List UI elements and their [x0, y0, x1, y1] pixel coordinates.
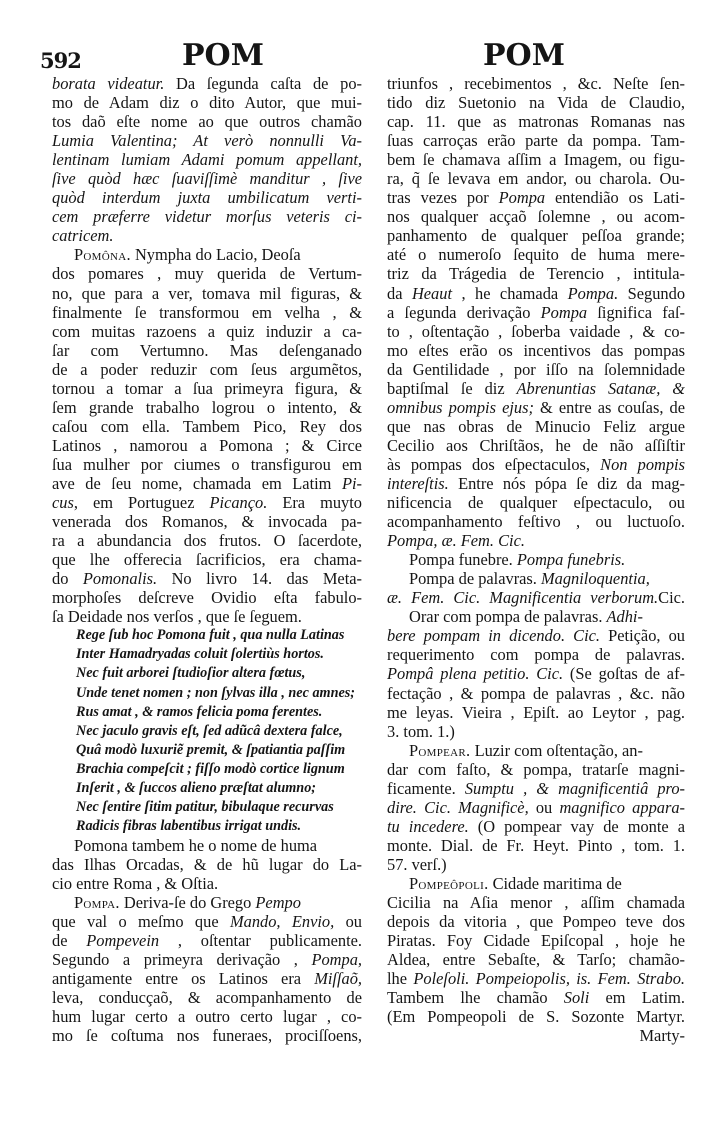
text-line	[387, 341, 685, 360]
text-segment: a ſegunda derivação	[387, 302, 541, 322]
verse-line	[52, 645, 362, 664]
text-line	[387, 436, 685, 455]
text-segment: Cicilia na Aſia menor , aſſim chamada	[387, 893, 685, 913]
verse-line	[52, 684, 362, 703]
text-line	[52, 226, 362, 245]
text-segment: tos daõ eſte nome ao que outros chamão	[52, 112, 362, 132]
verse-line	[52, 703, 362, 722]
text-line	[387, 684, 685, 703]
text-segment: que lhe offerecia ſacrificios, era chama-	[52, 550, 362, 570]
left-column	[52, 74, 362, 1045]
text-segment: Luzir com oſtentação, an-	[470, 740, 643, 760]
text-segment: ave de ſeu nome, chamada em Latim	[52, 473, 342, 493]
text-segment: cio entre Roma , & Oſtia.	[52, 873, 219, 893]
text-segment: No livro 14. das Meta-	[157, 569, 362, 589]
text-segment: ſuas carroças erão parte da pompa. Tam-	[387, 131, 685, 151]
italic-text: Strabo.	[637, 969, 685, 989]
italic-text: Pompa.	[567, 283, 619, 303]
text-line	[52, 550, 362, 569]
text-line	[52, 150, 362, 169]
text-line	[387, 760, 685, 779]
italic-text: Adhi-	[606, 607, 643, 627]
text-segment: da	[387, 283, 412, 303]
text-segment: Entre nós pópa ſe diz da mag-	[448, 473, 685, 493]
text-line	[387, 569, 685, 588]
text-segment: antigamente entre os Latinos era	[52, 969, 315, 989]
text-segment: Petição, ou	[600, 626, 685, 646]
text-segment: ou	[528, 797, 560, 817]
text-line	[52, 588, 362, 607]
text-line	[387, 588, 685, 607]
text-segment: 3. tom. 1.)	[387, 721, 455, 741]
text-line	[387, 1026, 685, 1045]
text-segment: até o numeroſo ſequito de huma mere-	[387, 245, 685, 265]
text-segment: morphoſes deſcreve Ovidio eſta fabulo-	[52, 588, 362, 608]
text-segment: das Ilhas Orcadas, & de hũ lugar do La-	[52, 854, 362, 874]
italic-text: cus	[52, 493, 74, 513]
text-line	[387, 226, 685, 245]
text-segment: Cecilio aos Chriſtãos, he de não aſſiſtir	[387, 435, 685, 455]
text-segment: hum lugar certo a outro certo lugar , co-	[52, 1007, 362, 1027]
text-segment: com muitas razoens a quiz induzir a ca-	[52, 321, 362, 341]
text-segment: tido diz Suetonio na Vida de Claudio,	[387, 93, 685, 113]
text-segment: Aldea, entre Sebaſte, & Tarſo; chamão-	[387, 950, 685, 970]
text-segment: de a poder reduzir com ſeus argumẽtos,	[52, 359, 362, 379]
text-line	[52, 341, 362, 360]
verse-line	[52, 798, 362, 817]
text-line	[52, 93, 362, 112]
italic-text: Pompâ plena petitio. Cic.	[387, 664, 564, 684]
text-line	[52, 436, 362, 455]
text-segment: requerimento com pompa de palavras.	[387, 645, 685, 665]
text-line	[387, 855, 685, 874]
italic-text: tu incedere.	[387, 816, 469, 836]
entry-headword: Pompa.	[74, 893, 120, 913]
text-line	[52, 131, 362, 150]
text-segment: triz da Trágedia de Terencio , intitula-	[387, 264, 685, 284]
text-line	[52, 912, 362, 931]
text-line	[52, 207, 362, 226]
italic-text: Magniloquentia,	[541, 569, 650, 589]
text-segment: acompanhamento feſtivo , ou luctuoſo.	[387, 512, 685, 532]
text-segment: Cidade maritima de	[488, 873, 622, 893]
text-line	[52, 360, 362, 379]
text-segment: & entre as couſas, de	[533, 397, 685, 417]
italic-text: Mando, Envio,	[229, 912, 335, 932]
text-segment: (Se goſtas de af-	[563, 664, 685, 684]
verse-line	[52, 779, 362, 798]
text-line	[387, 531, 685, 550]
text-line	[52, 398, 362, 417]
italic-text: Sumptu , & magnificentiâ pro-	[464, 778, 685, 798]
verse-line	[52, 664, 362, 683]
text-segment: que val o meſmo que	[52, 912, 230, 932]
text-segment: baptiſmal ſe diz	[387, 378, 517, 398]
italic-text: Non pompis	[600, 454, 685, 474]
text-line	[387, 93, 685, 112]
text-line	[387, 988, 685, 1007]
text-segment: de	[52, 931, 87, 951]
text-segment: Nec ſentire ſitim patitur, bibulaque recurvas	[76, 798, 334, 815]
text-line	[52, 512, 362, 531]
italic-text: Poleſoli. Pompeiopolis, is. Fem.	[413, 969, 631, 989]
text-line	[52, 874, 362, 893]
italic-text: Picanço.	[209, 493, 268, 513]
italic-text: cem præferre videtur morſus veteris ci-	[52, 207, 362, 227]
text-segment: Inſerit , & ſuccos alieno præſtat alumno;	[76, 779, 317, 796]
text-line	[52, 1007, 362, 1026]
verse-line	[52, 722, 362, 741]
text-line	[387, 950, 685, 969]
text-segment: no, que para a ver, tomava mil figuras, &	[52, 283, 362, 303]
text-segment: dar com faſto, & pompa, tratarſe magni-	[387, 759, 685, 779]
text-segment: lhe	[387, 969, 414, 989]
text-line	[387, 836, 685, 855]
italic-text: Pompevein	[86, 931, 160, 951]
text-segment: Piratas. Foy Cidade Epiſcopal , hoje he	[387, 931, 685, 951]
text-segment: bem ſe chamava aſſim a Imagem, ou figu-	[387, 150, 685, 170]
italic-text: Heaut	[411, 283, 452, 303]
text-line	[387, 398, 685, 417]
text-segment: Nec jaculo gravis eſt, ſed adũcâ dextera falce,	[76, 722, 343, 739]
text-segment: em Latim.	[589, 988, 685, 1008]
text-line	[52, 417, 362, 436]
italic-text: Pompa	[498, 188, 546, 208]
text-line	[387, 645, 685, 664]
text-line	[52, 569, 362, 588]
text-segment: ſignifica faſ-	[587, 302, 686, 322]
text-line	[387, 493, 685, 512]
italic-text: Pempo	[255, 893, 301, 913]
italic-text: Pompa funebris.	[516, 550, 626, 570]
italic-text: dire. Cic. Magnificè,	[387, 797, 529, 817]
text-segment: nificencia de qualquer eſpectaculo, ou	[387, 493, 685, 513]
text-line	[387, 474, 685, 493]
text-line	[387, 169, 685, 188]
text-line	[52, 893, 362, 912]
text-line	[387, 893, 685, 912]
text-line	[387, 741, 685, 760]
text-segment: Cic.	[658, 588, 685, 608]
verse-line	[52, 760, 362, 779]
text-line	[52, 188, 362, 207]
running-head-left: POM	[182, 38, 264, 73]
text-line	[52, 322, 362, 341]
text-segment: do	[52, 569, 83, 589]
text-segment: (Em Pompeopoli de S. Sozonte Martyr.	[387, 1007, 685, 1027]
text-line	[387, 131, 685, 150]
text-segment: Nec fuit arborei ſtudioſior altera fœtus,	[76, 665, 306, 682]
text-segment: Tambem lhe chamão	[387, 988, 564, 1008]
text-line	[52, 303, 362, 322]
italic-text: Pi-	[341, 473, 362, 493]
text-line	[387, 969, 685, 988]
text-segment: mo de Adam diz o dito Autor, que mui-	[52, 93, 362, 113]
italic-text: intereſtis.	[387, 473, 449, 493]
italic-text: Pompa, æ. Fem. Cic.	[387, 531, 525, 551]
text-line	[52, 1026, 362, 1045]
text-segment: tornou a tomar a ſua primeyra figura, &	[52, 378, 362, 398]
text-segment: Pompa funebre.	[409, 550, 517, 570]
text-line	[52, 112, 362, 131]
text-segment: panhamento de qualquer peſſoa grande;	[387, 226, 685, 246]
text-segment: Era muyto	[267, 493, 362, 513]
text-line	[387, 207, 685, 226]
text-line	[387, 360, 685, 379]
verse-line	[52, 741, 362, 760]
text-segment: Inter Hamadryadas coluit ſolertiùs hortos.	[76, 646, 324, 663]
text-segment: Segundo a primeyra derivação ,	[52, 950, 312, 970]
text-line	[387, 779, 685, 798]
text-line	[387, 817, 685, 836]
text-line	[387, 150, 685, 169]
text-segment: , he chamada	[452, 283, 568, 303]
italic-text: bere pompam in dicendo. Cic.	[387, 626, 601, 646]
text-segment: Brachia compeſcit ; fiſſo modò cortice lignum	[76, 760, 345, 777]
text-line	[387, 245, 685, 264]
running-head-right: POM	[483, 38, 565, 73]
text-segment: finalmente ſe transformou em velha , &	[52, 302, 362, 322]
text-line	[387, 379, 685, 398]
text-segment: fectação , & pompa de palavras , &c. não	[387, 683, 685, 703]
text-segment: ra a abundancia dos frutos. O ſacerdote,	[52, 531, 362, 551]
text-line	[52, 950, 362, 969]
text-segment: Deriva-ſe do Grego	[119, 893, 256, 913]
text-line	[387, 703, 685, 722]
text-line	[52, 245, 362, 264]
italic-text: quòd interdum juxta umbilicatum verti-	[52, 188, 362, 208]
text-line	[387, 912, 685, 931]
text-line	[387, 264, 685, 283]
text-segment: leva, conducçaõ, & acompanhamento de	[52, 988, 362, 1008]
text-line	[52, 931, 362, 950]
text-line	[52, 988, 362, 1007]
text-line	[387, 874, 685, 893]
text-segment: ſa Deidade nos verſos , que ſe ſeguem.	[52, 607, 302, 627]
text-line	[387, 417, 685, 436]
italic-text: æ. Fem. Cic. Magnificentia verborum.	[387, 588, 659, 608]
text-segment: ou	[334, 912, 362, 932]
text-segment: mo eſtes erão os incentivos das pompas	[387, 340, 685, 360]
text-segment: , oſtentar publicamente.	[159, 931, 362, 951]
text-line	[387, 322, 685, 341]
text-segment: triunfos , recebimentos , &c. Neſte ſen-	[387, 74, 685, 93]
text-segment: Unde tenet nomen ; non ſylvas illa , nec amnes;	[76, 684, 356, 701]
text-segment: dos pomares , muy querida de Vertum-	[52, 264, 362, 284]
text-line	[387, 284, 685, 303]
italic-text: lentinam lumiam Adami pomum appellant,	[52, 150, 362, 170]
text-line	[387, 931, 685, 950]
italic-text: borata videatur.	[52, 74, 165, 93]
text-line	[52, 169, 362, 188]
text-line	[387, 626, 685, 645]
text-segment: venerada dos Romanos, & invocada pa-	[52, 512, 362, 532]
text-segment: (O pompear vay de monte a	[468, 816, 686, 836]
text-line	[52, 74, 362, 93]
text-segment: cap. 11. que as matronas Romanas nas	[387, 112, 685, 132]
text-line	[387, 798, 685, 817]
text-line	[387, 1007, 685, 1026]
italic-text: Lumia Valentina; At verò nonnulli Va-	[52, 131, 362, 151]
text-segment: Marty-	[639, 1026, 685, 1046]
italic-text: Pompa	[540, 302, 588, 322]
text-line	[387, 550, 685, 569]
text-segment: to , oſtentação , ſoberba vaidade , & co-	[387, 321, 685, 341]
text-segment: Rege ſub hoc Pomona fuit , qua nulla Latinas	[76, 627, 345, 644]
text-line	[52, 855, 362, 874]
italic-text: Miſſaõ,	[314, 969, 362, 989]
text-segment: Quâ modò luxuriẽ premit, & ſpatiantia paſſim	[76, 741, 346, 758]
text-segment: me leyas. Vieira , Epiſt. ao Leytor , pag.	[387, 702, 685, 722]
text-segment: Pomona tambem he o nome de huma	[74, 835, 318, 855]
italic-text: catricem.	[52, 226, 114, 246]
text-segment: da Gentilidade , por iſſo na ſolemnidade	[387, 359, 685, 379]
text-segment: caſou com ella. Tambem Pico, Rey dos	[52, 416, 362, 436]
entry-headword: Pompear.	[409, 740, 471, 760]
text-line	[52, 607, 362, 626]
text-line	[387, 188, 685, 207]
text-line	[387, 303, 685, 322]
text-line	[52, 836, 362, 855]
verse-line	[52, 817, 362, 836]
text-segment: ſar com Vertumno. Mas deſenganado	[52, 340, 362, 360]
text-line	[387, 664, 685, 683]
text-segment: ſem grande trabalho logrou o intento, &	[52, 397, 362, 417]
text-segment: 57. verſ.)	[387, 854, 447, 874]
text-segment: mo ſe coſtuma nos funeraes, prociſſoens,	[52, 1026, 362, 1046]
page-number: 592	[40, 48, 81, 73]
text-line	[52, 969, 362, 988]
text-segment: Orar com pompa de palavras.	[409, 607, 607, 627]
text-segment: nos qualquer acçaõ ſolemne , ou acom-	[387, 207, 685, 227]
text-segment: Nympha do Lacio, Deoſa	[130, 245, 301, 265]
text-segment: ficamente.	[387, 778, 465, 798]
text-line	[387, 722, 685, 741]
entry-headword: Pomôna.	[74, 245, 131, 265]
text-segment: que nas obras de Minucio Feliz argue	[387, 416, 685, 436]
text-line	[387, 455, 685, 474]
text-segment: Segundo	[618, 283, 686, 303]
text-line	[52, 474, 362, 493]
italic-text: omnibus pompis ejus;	[387, 397, 534, 417]
text-line	[52, 379, 362, 398]
text-line	[387, 74, 685, 93]
text-line	[52, 264, 362, 283]
right-column	[387, 74, 685, 1045]
text-segment: , em Portuguez	[73, 493, 210, 513]
text-segment: monte. Dial. de Fr. Heyt. Pinto , tom. 1.	[387, 835, 685, 855]
text-segment: depois da vitoria , que Pompeo teve dos	[387, 912, 685, 932]
entry-headword: Pompeôpoli.	[409, 873, 489, 893]
italic-text: Pomonalis.	[82, 569, 158, 589]
text-segment: Da ſegunda caſta de po-	[164, 74, 362, 93]
text-segment: tras vezes por	[387, 188, 499, 208]
text-line	[52, 531, 362, 550]
italic-text: Soli	[563, 988, 590, 1008]
text-segment: Latinos , namorou a Pomona ; & Circe	[52, 435, 362, 455]
text-segment: Pompa de palavras.	[409, 569, 541, 589]
italic-text: ſive quòd hæc ſuaviſſimè manditur , ſive	[52, 169, 362, 189]
verse-line	[52, 626, 362, 645]
text-line	[387, 112, 685, 131]
text-segment: ſua mulher por ciumes o transfigurou em	[52, 454, 362, 474]
italic-text: Pompa,	[311, 950, 362, 970]
text-segment: às pompas dos eſpectaculos,	[387, 454, 601, 474]
text-segment: Radicis fibras labentibus irrigat undis.	[76, 817, 302, 834]
text-segment: entendião os Lati-	[545, 188, 685, 208]
text-line	[52, 284, 362, 303]
text-line	[52, 455, 362, 474]
text-line	[387, 607, 685, 626]
italic-text: magnifico appara-	[559, 797, 685, 817]
italic-text: Abrenuntias Satanæ, &	[516, 378, 685, 398]
text-line	[387, 512, 685, 531]
text-line	[52, 493, 362, 512]
text-segment: Rus amat , & ramos felicia poma ferentes.	[76, 703, 323, 720]
text-segment: ra, q̃ ſe levava em andor, ou charola. Ou-	[387, 169, 685, 189]
